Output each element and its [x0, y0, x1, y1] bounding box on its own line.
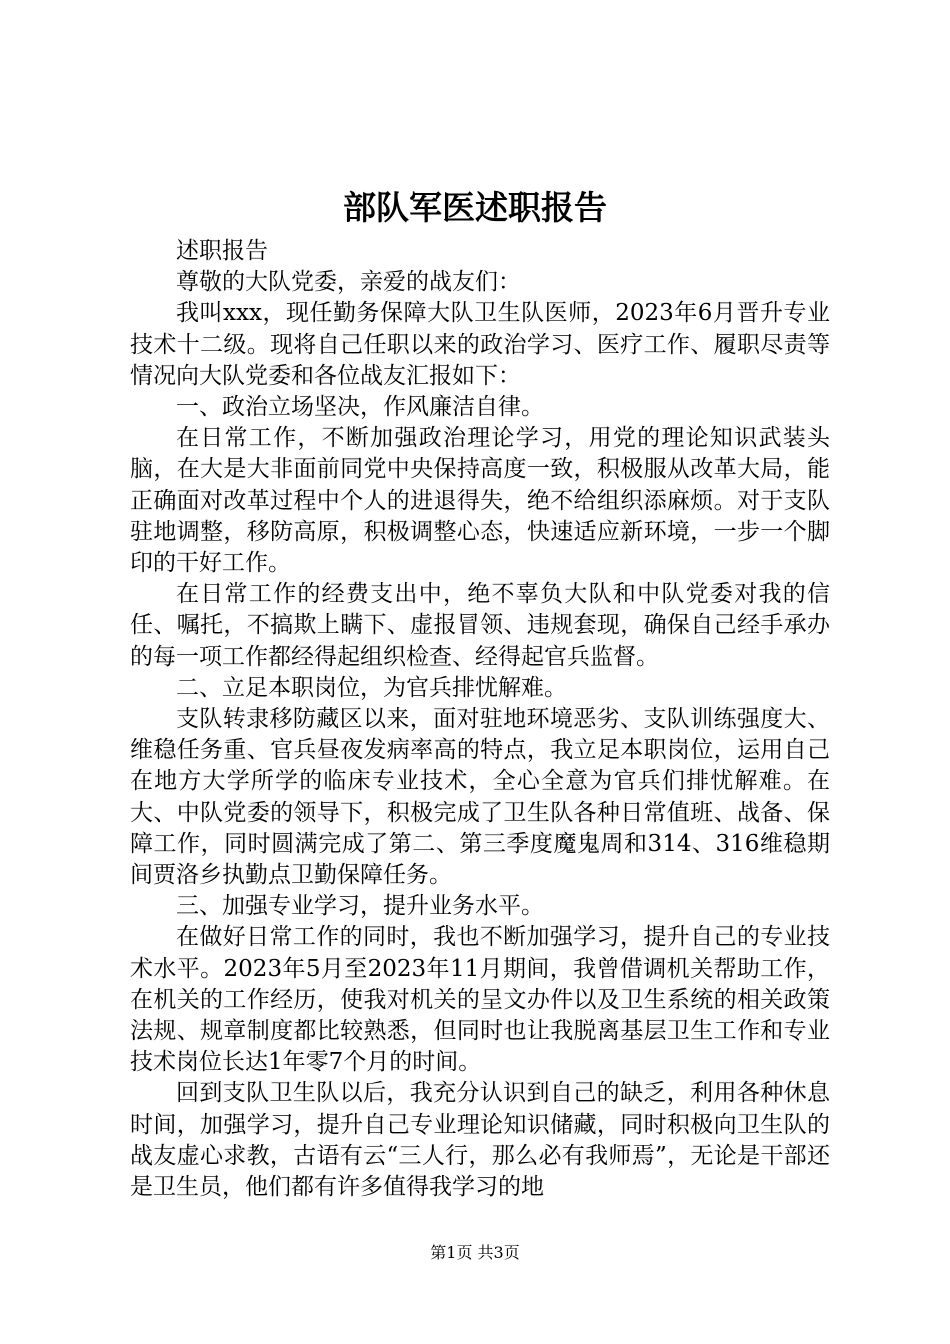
document-title: 部队军医述职报告 [343, 188, 607, 227]
paragraph-introduction: 我叫xxx，现任勤务保障大队卫生队医师，2023年6月晋升专业技术十二级。现将自己任职以来的政治学习、医疗工作、履职尽责等情况向大队党委和各位战友汇报如下： [130, 300, 830, 389]
paragraph-professional-study: 在做好日常工作的同时，我也不断加强学习，提升自己的专业技术水平。2023年5月至2023年11月期间，我曾借调机关帮助工作，在机关的工作经历，使我对机关的呈文办件以及卫生系统的相关政策法规、规章制度都比较熟悉，但同时也让我脱离基层卫生工作和专业技术岗位长达1年零7个月的时间。 [130, 924, 830, 1076]
paragraph-integrity: 在日常工作的经费支出中，绝不辜负大队和中队党委对我的信任、嘱托，不搞欺上瞒下、虚报冒领、违规套现，确保自己经手承办的每一项工作都经得起组织检查、经得起官兵监督。 [130, 581, 830, 670]
section-heading-3: 三、加强专业学习，提升业务水平。 [176, 893, 544, 920]
document-body [130, 236, 830, 1203]
paragraph-heading-label: 述职报告 [176, 238, 268, 264]
paragraph-duties: 支队转隶移防藏区以来，面对驻地环境恶劣、支队训练强度大、维稳任务重、官兵昼夜发病率高的特点，我立足本职岗位，运用自己在地方大学所学的临床专业技术，全心全意为官兵们排忧解难。在大、中队党委的领导下，积极完成了卫生队各种日常值班、战备、保障工作，同时圆满完成了第二、第三季度魔鬼周和314、316维稳期间贾洛乡执勤点卫勤保障任务。 [130, 706, 830, 889]
paragraph-learning-from-others: 回到支队卫生队以后，我充分认识到自己的缺乏，利用各种休息时间，加强学习，提升自己专业理论知识储藏，同时积极向卫生队的战友虚心求教，古语有云“三人行，那么必有我师焉”，无论是干部还是卫生员，他们都有许多值得我学习的地 [130, 1080, 830, 1201]
page-number-footer: 第1页 共3页 [430, 1243, 520, 1262]
section-heading-1: 一、政治立场坚决，作风廉洁自律。 [176, 394, 544, 421]
paragraph-salutation: 尊敬的大队党委，亲爱的战友们： [176, 269, 521, 296]
section-heading-2: 二、立足本职岗位，为官兵排忧解难。 [176, 674, 567, 701]
paragraph-political-study: 在日常工作，不断加强政治理论学习，用党的理论知识武装头脑，在大是大非面前同党中央保持高度一致，积极服从改革大局，能正确面对改革过程中个人的进退得失，绝不给组织添麻烦。对于支队驻地调整，移防高原，积极调整心态，快速适应新环境，一步一个脚印的干好工作。 [130, 425, 830, 577]
